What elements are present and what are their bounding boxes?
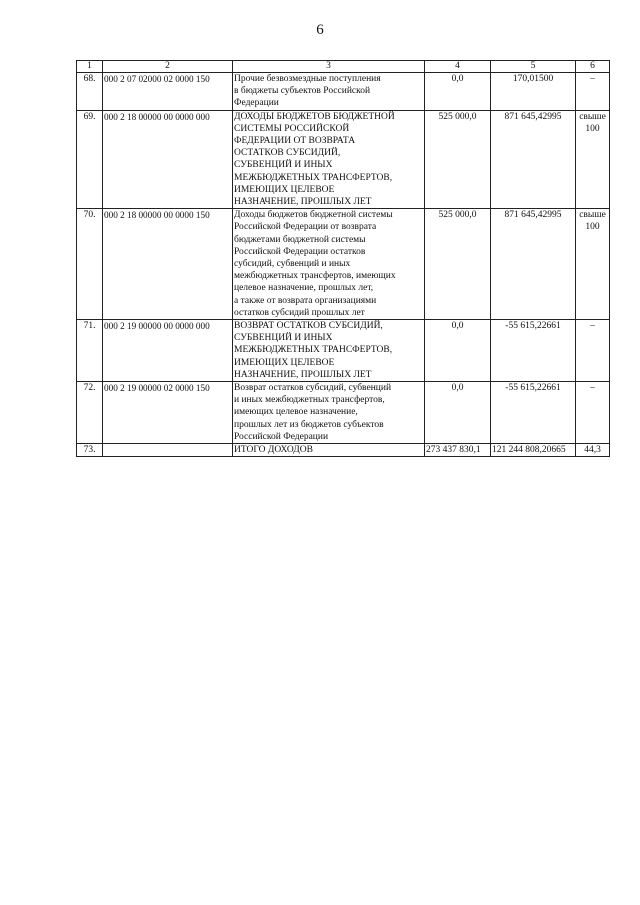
income-name-cell-line: ИТОГО ДОХОДОВ xyxy=(234,445,313,456)
income-name-cell-line: Доходы бюджетов бюджетной системы xyxy=(234,210,393,221)
row-number-cell: 71. xyxy=(77,320,103,382)
income-name-cell-line: СИСТЕМЫ РОССИЙСКОЙ xyxy=(234,123,350,134)
actual-amount-cell: 170,01500 xyxy=(491,73,576,111)
percent-cell-line: свыше xyxy=(579,111,606,122)
percent-cell-line: свыше xyxy=(579,210,606,221)
income-name-cell-line: в бюджеты субъектов Российской xyxy=(234,86,371,97)
income-name-cell-line: Возврат остатков субсидий, субвенций xyxy=(234,383,392,394)
income-name-cell-line: СУБВЕНЦИЙ И ИНЫХ xyxy=(234,160,333,171)
income-name-cell xyxy=(233,320,425,382)
percent-cell-line: – xyxy=(590,383,595,394)
income-name-cell-line: Российской Федерации от возврата xyxy=(234,222,377,233)
percent-cell xyxy=(576,73,610,111)
income-name-cell-line: имеющих целевое назначение, xyxy=(234,407,358,418)
header-col-1: 1 xyxy=(77,61,103,73)
percent-cell-line: 100 xyxy=(585,222,600,233)
percent-cell xyxy=(576,320,610,382)
budget-code-cell: 000 2 18 00000 00 0000 000 xyxy=(103,110,233,209)
header-col-2: 2 xyxy=(103,61,233,73)
income-name-cell-line: НАЗНАЧЕНИЕ, ПРОШЛЫХ ЛЕТ xyxy=(234,197,372,208)
percent-cell-line: – xyxy=(590,321,595,332)
actual-amount-cell: -55 615,22661 xyxy=(491,382,576,444)
budget-code-cell xyxy=(103,444,233,457)
table-row xyxy=(77,73,610,111)
income-name-cell-line: ИМЕЮЩИХ ЦЕЛЕВОЕ xyxy=(234,357,335,368)
income-name-cell-line: НАЗНАЧЕНИЕ, ПРОШЛЫХ ЛЕТ xyxy=(234,369,372,380)
income-name-cell-line: межбюджетных трансфертов, имеющих xyxy=(234,271,396,282)
actual-amount-cell: -55 615,22661 xyxy=(491,320,576,382)
income-name-cell-line: Российской Федерации остатков xyxy=(234,246,366,257)
percent-cell xyxy=(576,382,610,444)
header-col-5: 5 xyxy=(491,61,576,73)
income-name-cell xyxy=(233,110,425,209)
plan-amount-cell: 0,0 xyxy=(425,73,491,111)
actual-amount-cell: 871 645,42995 xyxy=(491,110,576,209)
row-number-cell: 72. xyxy=(77,382,103,444)
percent-cell xyxy=(576,444,610,457)
income-name-cell xyxy=(233,209,425,320)
percent-cell xyxy=(576,209,610,320)
table-row xyxy=(77,320,610,382)
income-name-cell-line: и иных межбюджетных трансфертов, xyxy=(234,395,385,406)
income-name-cell-line: Прочие безвозмездные поступления xyxy=(234,74,381,84)
plan-amount-cell: 0,0 xyxy=(425,382,491,444)
percent-cell-line: 44,3 xyxy=(584,445,601,456)
page-number: 6 xyxy=(316,22,324,38)
table-header-row xyxy=(77,61,610,73)
header-col-3: 3 xyxy=(233,61,425,73)
header-col-4: 4 xyxy=(425,61,491,73)
row-number-cell: 70. xyxy=(77,209,103,320)
income-name-cell-line: ОСТАТКОВ СУБСИДИЙ, xyxy=(234,148,341,159)
income-name-cell-line: бюджетами бюджетной системы xyxy=(234,234,366,245)
budget-table xyxy=(76,60,610,457)
plan-amount-cell: 273 437 830,1 xyxy=(425,444,491,457)
income-name-cell-line: СУБВЕНЦИЙ И ИНЫХ xyxy=(234,333,333,344)
budget-code-cell: 000 2 18 00000 00 0000 150 xyxy=(103,209,233,320)
income-name-cell-line: прошлых лет из бюджетов субъектов xyxy=(234,419,384,430)
actual-amount-cell: 871 645,42995 xyxy=(491,209,576,320)
table-body xyxy=(77,73,610,457)
row-number-cell: 69. xyxy=(77,110,103,209)
income-name-cell-line: остатков субсидий прошлых лет xyxy=(234,307,365,318)
income-name-cell-line: а также от возврата организациями xyxy=(234,295,377,306)
income-name-cell-line: ИМЕЮЩИХ ЦЕЛЕВОЕ xyxy=(234,184,335,195)
table-row xyxy=(77,209,610,320)
income-name-cell-line: ФЕДЕРАЦИИ ОТ ВОЗВРАТА xyxy=(234,136,356,147)
income-name-cell xyxy=(233,382,425,444)
budget-code-cell: 000 2 19 00000 00 0000 000 xyxy=(103,320,233,382)
income-name-cell-line: ВОЗВРАТ ОСТАТКОВ СУБСИДИЙ, xyxy=(234,321,383,332)
percent-cell-line: 100 xyxy=(585,123,600,134)
income-name-cell-line: Федерации xyxy=(234,98,279,109)
row-number-cell: 73. xyxy=(77,444,103,457)
table-row-total xyxy=(77,444,610,457)
header-col-6: 6 xyxy=(576,61,610,73)
budget-code-cell: 000 2 07 02000 02 0000 150 xyxy=(103,73,233,111)
row-number-cell: 68. xyxy=(77,73,103,111)
budget-code-cell: 000 2 19 00000 02 0000 150 xyxy=(103,382,233,444)
income-name-cell-line: целевое назначение, прошлых лет, xyxy=(234,283,374,294)
table-row xyxy=(77,382,610,444)
income-name-cell xyxy=(233,73,425,111)
income-name-cell-line: субсидий, субвенций и иных xyxy=(234,259,351,270)
income-name-cell-line: МЕЖБЮДЖЕТНЫХ ТРАНСФЕРТОВ, xyxy=(234,345,393,356)
income-name-cell xyxy=(233,444,425,457)
actual-amount-cell: 121 244 808,20665 xyxy=(491,444,576,457)
table-row xyxy=(77,110,610,209)
income-name-cell-line: ДОХОДЫ БЮДЖЕТОВ БЮДЖЕТНОЙ xyxy=(234,111,395,122)
plan-amount-cell: 525 000,0 xyxy=(425,209,491,320)
income-name-cell-line: МЕЖБЮДЖЕТНЫХ ТРАНСФЕРТОВ, xyxy=(234,172,393,183)
income-name-cell-line: Российской Федерации xyxy=(234,431,329,442)
plan-amount-cell: 0,0 xyxy=(425,320,491,382)
percent-cell xyxy=(576,110,610,209)
plan-amount-cell: 525 000,0 xyxy=(425,110,491,209)
percent-cell-line: – xyxy=(590,74,595,84)
